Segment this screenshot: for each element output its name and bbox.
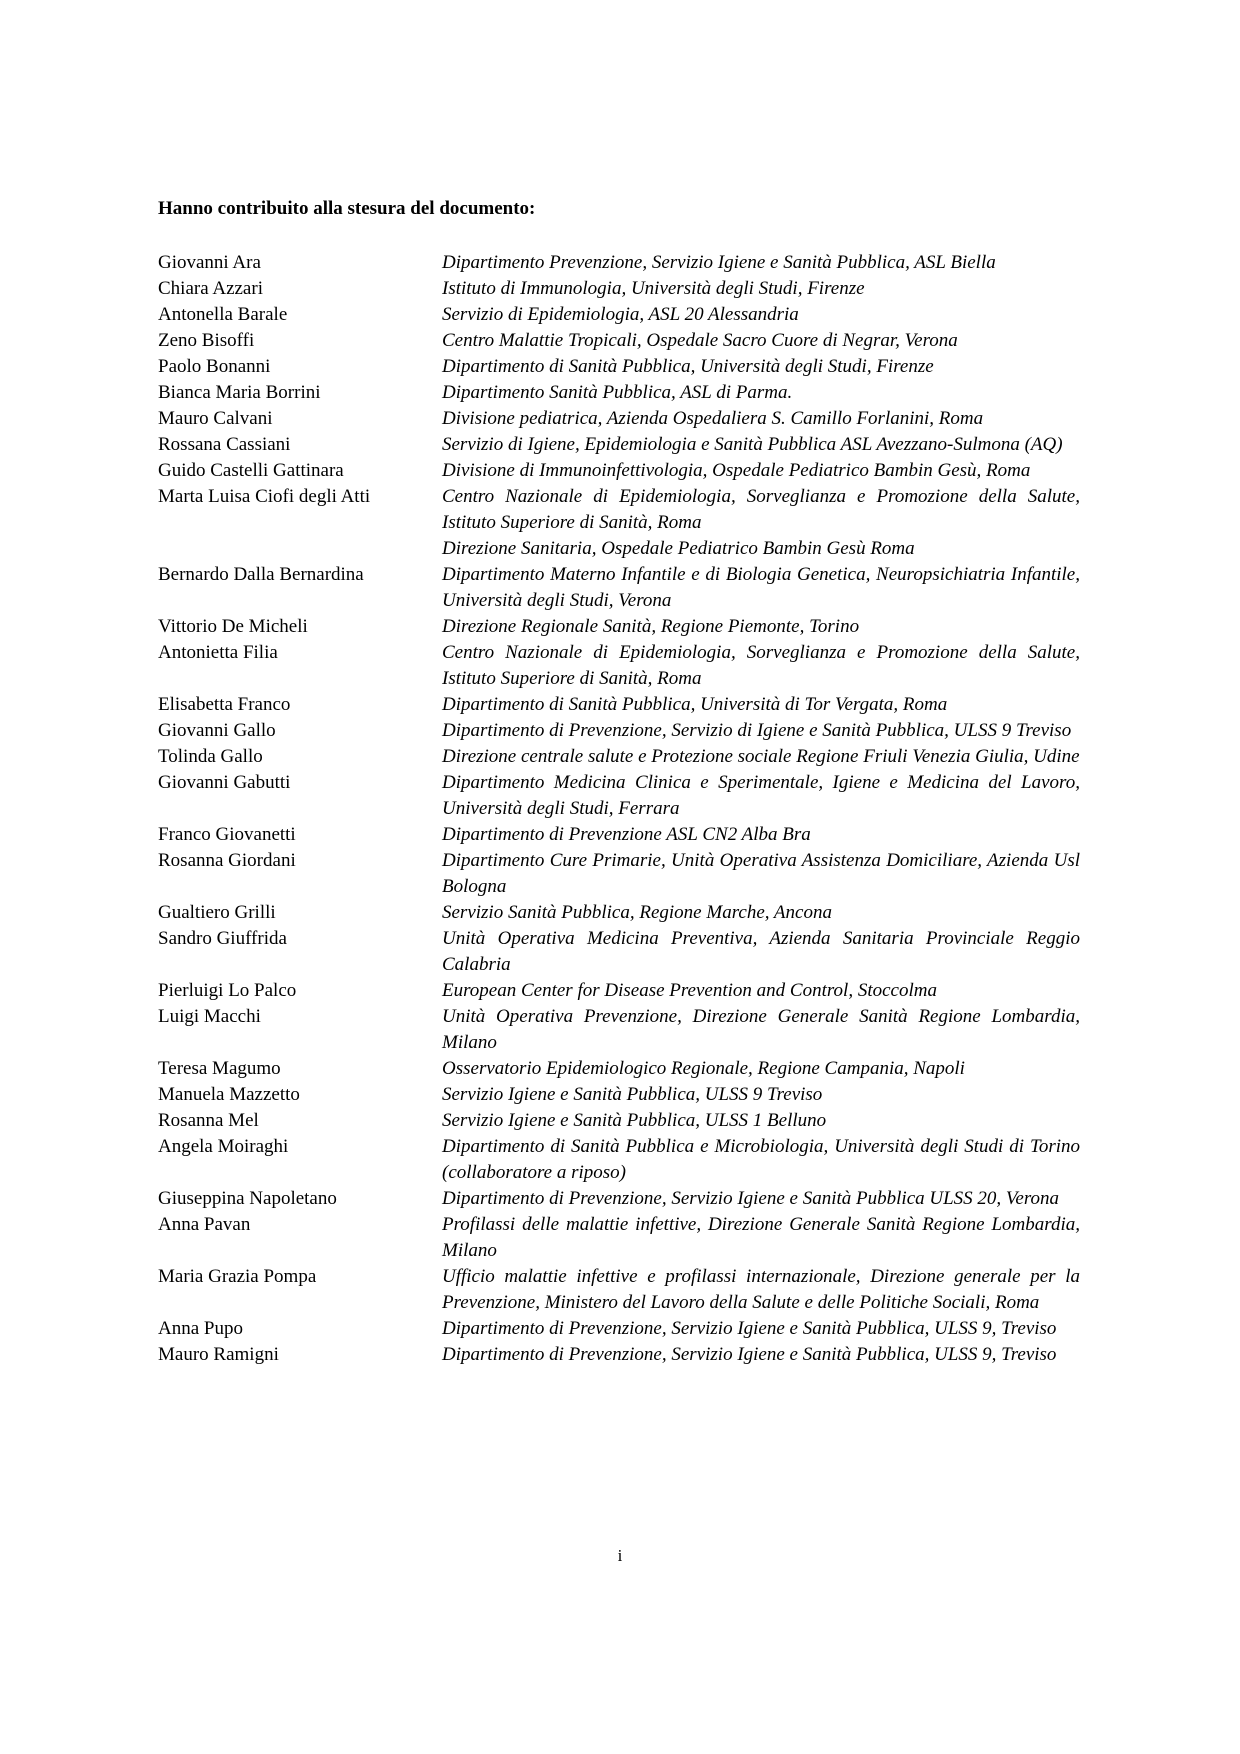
contributor-row — [158, 848, 1080, 900]
contributor-affiliations — [442, 822, 1080, 848]
affiliation-line: Direzione centrale salute e Protezione sociale Regione Friuli Venezia Giulia, Udine — [442, 746, 1080, 767]
contributor-affiliations — [442, 276, 1080, 302]
affiliation-line: Dipartimento di Sanità Pubblica, Università degli Studi, Firenze — [442, 356, 934, 377]
affiliation-line: Dipartimento di Prevenzione ASL CN2 Alba Bra — [442, 824, 811, 845]
contributor-name: Guido Castelli Gattinara — [158, 460, 344, 481]
contributor-name: Paolo Bonanni — [158, 356, 271, 377]
affiliation-line: Dipartimento di Prevenzione, Servizio Igiene e Sanità Pubblica, ULSS 9, Treviso — [442, 1318, 1057, 1339]
contributor-name: Chiara Azzari — [158, 278, 263, 299]
affiliation-line: Servizio di Epidemiologia, ASL 20 Alessandria — [442, 304, 799, 325]
contributor-row — [158, 978, 1080, 1004]
affiliation-line: Direzione Regionale Sanità, Regione Piemonte, Torino — [442, 616, 860, 637]
contributor-row — [158, 1134, 1080, 1186]
contributor-affiliations — [442, 1056, 1080, 1082]
contributor-name: Rosanna Mel — [158, 1110, 259, 1131]
affiliation-line: Unità Operativa Medicina Preventiva, Azienda Sanitaria Provinciale Reggio Calabria — [442, 928, 1080, 975]
contributor-name: Antonietta Filia — [158, 642, 278, 663]
contributor-affiliations — [442, 1342, 1080, 1368]
contributor-row — [158, 692, 1080, 718]
affiliation-line: Dipartimento Sanità Pubblica, ASL di Parma. — [442, 382, 793, 403]
affiliation-line: Unità Operativa Prevenzione, Direzione Generale Sanità Regione Lombardia, Milano — [442, 1006, 1080, 1053]
contributor-affiliations — [442, 458, 1080, 484]
contributor-row — [158, 1004, 1080, 1056]
affiliation-line: Divisione di Immunoinfettivologia, Ospedale Pediatrico Bambin Gesù, Roma — [442, 460, 1031, 481]
contributor-name: Antonella Barale — [158, 304, 288, 325]
contributor-name: Tolinda Gallo — [158, 746, 263, 767]
contributor-affiliations — [442, 354, 1080, 380]
affiliation-line: Dipartimento di Sanità Pubblica e Microbiologia, Università degli Studi di Torino (collaboratore a riposo) — [442, 1136, 1080, 1183]
contributor-list — [158, 250, 1080, 1368]
contributor-affiliations — [442, 770, 1080, 822]
contributor-name: Giovanni Ara — [158, 252, 261, 273]
contributor-row — [158, 614, 1080, 640]
contributor-affiliations — [442, 848, 1080, 900]
contributor-affiliations — [442, 926, 1080, 978]
contributor-name: Giovanni Gabutti — [158, 772, 291, 793]
affiliation-line: Servizio Igiene e Sanità Pubblica, ULSS 1 Belluno — [442, 1110, 827, 1131]
contributors-section — [158, 196, 1080, 1368]
affiliation-line: Istituto di Immunologia, Università degli Studi, Firenze — [442, 278, 865, 299]
contributor-row — [158, 900, 1080, 926]
page-footer — [0, 1545, 1240, 1567]
contributor-name: Anna Pavan — [158, 1214, 251, 1235]
contributor-affiliations — [442, 380, 1080, 406]
contributor-name: Vittorio De Micheli — [158, 616, 308, 637]
contributor-row — [158, 770, 1080, 822]
contributor-row — [158, 1316, 1080, 1342]
contributor-row — [158, 1186, 1080, 1212]
contributor-name: Rosanna Giordani — [158, 850, 296, 871]
affiliation-line: Servizio di Igiene, Epidemiologia e Sanità Pubblica ASL Avezzano-Sulmona (AQ) — [442, 434, 1063, 455]
contributor-affiliations — [442, 302, 1080, 328]
contributor-affiliations — [442, 484, 1080, 562]
contributor-row — [158, 718, 1080, 744]
contributor-name: Giovanni Gallo — [158, 720, 276, 741]
affiliation-line: Dipartimento di Prevenzione, Servizio di Igiene e Sanità Pubblica, ULSS 9 Treviso — [442, 720, 1072, 741]
contributor-affiliations — [442, 978, 1080, 1004]
section-heading: Hanno contribuito alla stesura del documento: — [158, 198, 536, 219]
contributor-name: Teresa Magumo — [158, 1058, 281, 1079]
affiliation-line: Centro Malattie Tropicali, Ospedale Sacro Cuore di Negrar, Verona — [442, 330, 958, 351]
affiliation-line: Direzione Sanitaria, Ospedale Pediatrico Bambin Gesù Roma — [442, 538, 915, 559]
contributor-name: Giuseppina Napoletano — [158, 1188, 337, 1209]
contributor-row — [158, 432, 1080, 458]
page-number: i — [617, 1546, 623, 1565]
contributor-row — [158, 484, 1080, 562]
contributor-row — [158, 354, 1080, 380]
contributor-row — [158, 458, 1080, 484]
contributor-affiliations — [442, 900, 1080, 926]
contributor-row — [158, 1108, 1080, 1134]
affiliation-line: Dipartimento Cure Primarie, Unità Operativa Assistenza Domiciliare, Azienda Usl Bologna — [442, 850, 1080, 897]
affiliation-line: Centro Nazionale di Epidemiologia, Sorveglianza e Promozione della Salute, Istituto Superiore di Sanità, Roma — [442, 486, 1080, 533]
contributor-affiliations — [442, 328, 1080, 354]
affiliation-line: European Center for Disease Prevention and Control, Stoccolma — [442, 980, 937, 1001]
contributor-row — [158, 1082, 1080, 1108]
contributor-name: Luigi Macchi — [158, 1006, 261, 1027]
contributor-affiliations — [442, 718, 1080, 744]
contributor-row — [158, 744, 1080, 770]
contributor-name: Bianca Maria Borrini — [158, 382, 321, 403]
contributor-row — [158, 406, 1080, 432]
contributor-name: Anna Pupo — [158, 1318, 243, 1339]
contributor-row — [158, 250, 1080, 276]
contributor-affiliations — [442, 744, 1080, 770]
affiliation-line: Profilassi delle malattie infettive, Direzione Generale Sanità Regione Lombardia, Milano — [442, 1214, 1080, 1261]
contributor-name: Marta Luisa Ciofi degli Atti — [158, 486, 371, 507]
contributor-affiliations — [442, 250, 1080, 276]
contributor-row — [158, 276, 1080, 302]
contributor-affiliations — [442, 1108, 1080, 1134]
contributor-name: Pierluigi Lo Palco — [158, 980, 297, 1001]
contributor-affiliations — [442, 1316, 1080, 1342]
contributor-affiliations — [442, 614, 1080, 640]
affiliation-line: Centro Nazionale di Epidemiologia, Sorveglianza e Promozione della Salute, Istituto Superiore di Sanità, Roma — [442, 642, 1080, 689]
affiliation-line: Dipartimento Materno Infantile e di Biologia Genetica, Neuropsichiatria Infantile, Università degli Studi, Verona — [442, 564, 1080, 611]
contributor-row — [158, 302, 1080, 328]
contributor-name: Rossana Cassiani — [158, 434, 291, 455]
affiliation-line: Osservatorio Epidemiologico Regionale, Regione Campania, Napoli — [442, 1058, 965, 1079]
contributor-name: Angela Moiraghi — [158, 1136, 289, 1157]
contributor-name: Mauro Calvani — [158, 408, 273, 429]
contributor-affiliations — [442, 1004, 1080, 1056]
contributor-row — [158, 1212, 1080, 1264]
contributor-affiliations — [442, 432, 1080, 458]
affiliation-line: Dipartimento Medicina Clinica e Sperimentale, Igiene e Medicina del Lavoro, Università degli Studi, Ferrara — [442, 772, 1080, 819]
contributor-row — [158, 926, 1080, 978]
contributor-name: Zeno Bisoffi — [158, 330, 255, 351]
contributor-affiliations — [442, 1264, 1080, 1316]
contributor-row — [158, 822, 1080, 848]
contributor-affiliations — [442, 1134, 1080, 1186]
contributor-name: Franco Giovanetti — [158, 824, 296, 845]
affiliation-line: Dipartimento di Prevenzione, Servizio Igiene e Sanità Pubblica, ULSS 9, Treviso — [442, 1344, 1057, 1365]
contributor-name: Sandro Giuffrida — [158, 928, 287, 949]
contributor-affiliations — [442, 640, 1080, 692]
contributor-affiliations — [442, 562, 1080, 614]
contributor-name: Bernardo Dalla Bernardina — [158, 564, 364, 585]
contributor-row — [158, 1342, 1080, 1368]
contributor-row — [158, 562, 1080, 614]
affiliation-line: Dipartimento di Prevenzione, Servizio Igiene e Sanità Pubblica ULSS 20, Verona — [442, 1188, 1060, 1209]
contributor-affiliations — [442, 1212, 1080, 1264]
affiliation-line: Servizio Sanità Pubblica, Regione Marche, Ancona — [442, 902, 832, 923]
contributor-name: Mauro Ramigni — [158, 1344, 279, 1365]
affiliation-line: Dipartimento Prevenzione, Servizio Igiene e Sanità Pubblica, ASL Biella — [442, 252, 996, 273]
contributor-row — [158, 380, 1080, 406]
contributor-row — [158, 640, 1080, 692]
contributor-affiliations — [442, 406, 1080, 432]
contributor-row — [158, 1056, 1080, 1082]
contributor-name: Gualtiero Grilli — [158, 902, 276, 923]
contributor-affiliations — [442, 1186, 1080, 1212]
contributor-affiliations — [442, 692, 1080, 718]
affiliation-line: Servizio Igiene e Sanità Pubblica, ULSS 9 Treviso — [442, 1084, 823, 1105]
contributor-name: Manuela Mazzetto — [158, 1084, 300, 1105]
contributor-row — [158, 1264, 1080, 1316]
contributor-row — [158, 328, 1080, 354]
affiliation-line: Divisione pediatrica, Azienda Ospedaliera S. Camillo Forlanini, Roma — [442, 408, 984, 429]
contributor-affiliations — [442, 1082, 1080, 1108]
contributor-name: Maria Grazia Pompa — [158, 1266, 317, 1287]
contributor-name: Elisabetta Franco — [158, 694, 291, 715]
affiliation-line: Dipartimento di Sanità Pubblica, Università di Tor Vergata, Roma — [442, 694, 948, 715]
affiliation-line: Ufficio malattie infettive e profilassi internazionale, Direzione generale per la Prevenzione, Ministero del Lavoro della Salute e delle Politiche Sociali, Roma — [442, 1266, 1080, 1313]
